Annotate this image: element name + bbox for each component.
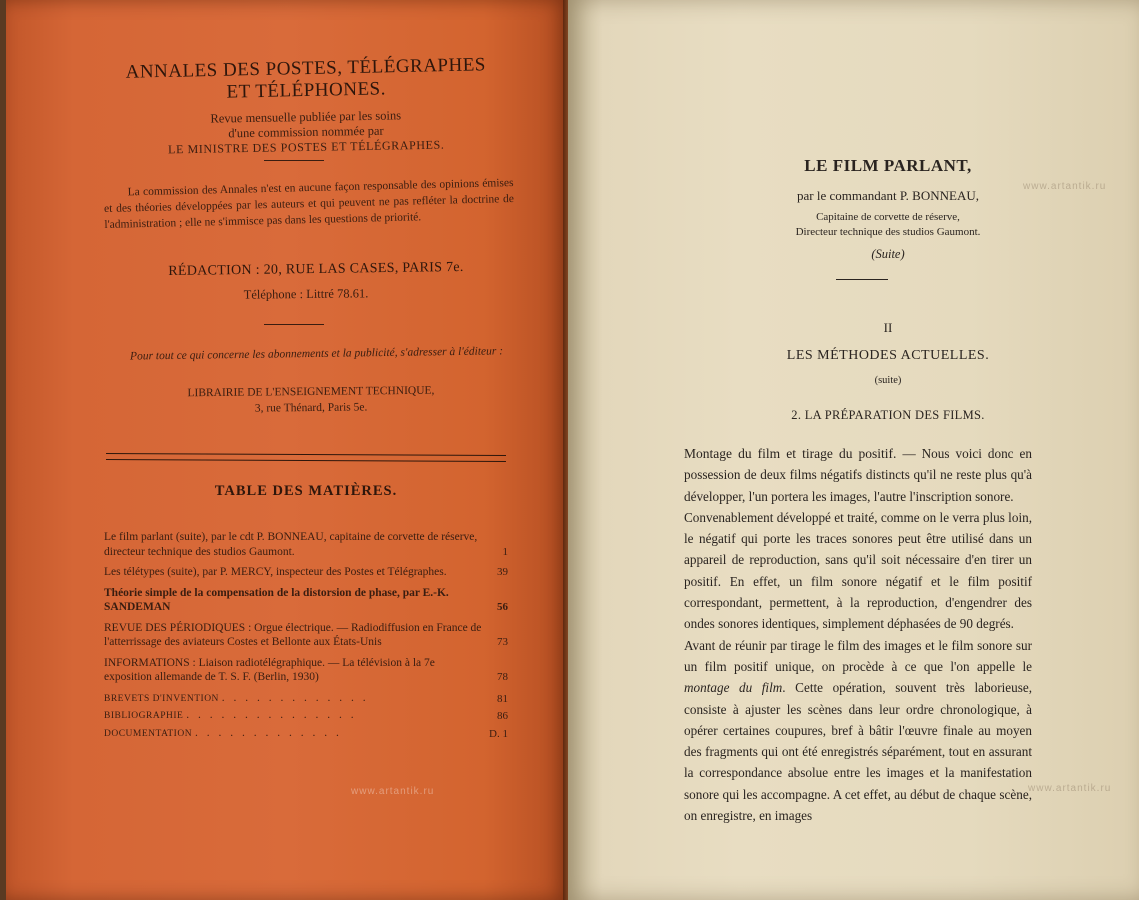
leader-dots: . . . . . . . . . . . . .	[194, 726, 342, 739]
toc-entry-text: INFORMATIONS : Liaison radiotélégraphique. — La télévision à la 7e exposition allemande de T. S. F. (Berlin, 1930)	[104, 656, 435, 683]
section-suite-label: (suite)	[874, 375, 902, 386]
article-title: LE FILM PARLANT,	[804, 156, 972, 175]
toc-entry-page: 81	[497, 692, 508, 705]
paragraph-text: — Nous voici donc en possession de deux films négatifs distincts qu'il ne reste plus qu'à développer, l'un portera les images, l'autre l'inscription sonore.	[684, 446, 1032, 504]
double-divider	[106, 453, 506, 462]
abonnements-note: Pour tout ce qui concerne les abonnements et la publicité, s'adresser à l'éditeur :	[129, 345, 504, 363]
toc-entry-page: 86	[497, 710, 508, 722]
toc-title: TABLE DES MATIÈRES.	[214, 483, 398, 499]
toc-entry-text: DOCUMENTATION	[104, 728, 193, 739]
leader-dots: . . . . . . . . . . . . . . .	[186, 709, 357, 721]
toc-entry-page: 73	[497, 636, 508, 648]
toc-entry-text: BIBLIOGRAPHIE	[104, 711, 184, 721]
telephone-number: Téléphone : Littré 78.61.	[243, 286, 369, 302]
toc-entry	[104, 691, 508, 707]
journal-title-line-2: ET TÉLÉPHONES.	[226, 78, 387, 103]
publisher-name: LIBRAIRIE DE L'ENSEIGNEMENT TECHNIQUE,	[187, 384, 435, 400]
subtitle-line-1: Revue mensuelle publiée par les soins	[210, 108, 402, 126]
toc-entry-text: BREVETS D'INVENTION	[104, 693, 219, 704]
watermark-text: www.artantik.ru	[1028, 783, 1112, 794]
table-of-contents	[104, 530, 508, 743]
toc-entry	[104, 530, 508, 559]
divider	[836, 279, 888, 280]
paragraph-text: . Cette opération, souvent très laborieuse, consiste à ajuster les scènes dans leur ordre chronologique, à opérer certaines coupures, bref à bâtir l'œuvre finale au moyen des fragments qui ont été enregistrés séparément, tout en assurant la correspondance absolue entre les images et la manifestation sonore qui les accompagne. A cet effet, au début de chaque scène, on enregistre, en images	[684, 680, 1033, 824]
section-title: LES MÉTHODES ACTUELLES.	[786, 348, 990, 363]
toc-entry-page: 1	[502, 545, 508, 558]
suite-label: (Suite)	[871, 247, 905, 261]
toc-entry	[104, 726, 508, 742]
subtitle-line-2: d'une commission nommée par	[228, 123, 384, 141]
paragraph	[684, 507, 1032, 635]
toc-entry-page: 56	[497, 601, 508, 613]
paragraph-lead: Montage du film et tirage du positif.	[684, 446, 897, 461]
ministre-line: LE MINISTRE DES POSTES ET TÉLÉGRAPHES.	[167, 137, 445, 157]
paragraph	[684, 443, 1032, 507]
section-number: II	[883, 320, 893, 335]
paragraph	[684, 635, 1032, 827]
leader-dots: . . . . . . . . . . . . .	[221, 691, 369, 704]
toc-entry-page: 39	[497, 566, 508, 578]
redaction-address: RÉDACTION : 20, RUE LAS CASES, PARIS 7e.	[168, 259, 464, 280]
author-role-2: Directeur technique des studios Gaumont.	[795, 226, 981, 238]
watermark-text: www.artantik.ru	[1023, 181, 1107, 192]
cover-page	[6, 0, 568, 900]
emphasis-text: montage du film	[684, 680, 783, 696]
toc-entry-text: Les télétypes (suite), par P. MERCY, inspecteur des Postes et Télégraphes.	[104, 566, 447, 578]
journal-subtitle	[126, 107, 487, 158]
author-byline: par le commandant P. BONNEAU,	[797, 188, 979, 203]
subsection-title: 2. LA PRÉPARATION DES FILMS.	[791, 408, 985, 422]
paragraph-text: Convenablement développé et traité, comme on le verra plus loin, le négatif qui porte les traces sonores peut être utilisé dans un appareil de reproduction, sans qu'il soit nécessaire d'en tirer un positif. En effet, un film sonore négatif et le film positif correspondant, permettent, à la reproduction, d'engendrer des ondes sonores identiques, simplement déphasées de 90 degrés.	[684, 509, 1032, 632]
paragraph-text: Avant de réunir par tirage le film des images et le film sonore sur un film positif unique, on procède à ce que l'on appelle le	[684, 637, 1032, 674]
toc-entry	[104, 708, 508, 724]
watermark-text: www.artantik.ru	[351, 786, 435, 797]
divider	[264, 160, 324, 161]
toc-entry	[104, 586, 508, 615]
journal-title	[106, 54, 507, 106]
publisher-address	[146, 382, 476, 417]
toc-entry-page: D. 1	[489, 727, 508, 740]
publisher-street: 3, rue Thénard, Paris 5e.	[254, 401, 368, 415]
journal-title-line-1: ANNALES DES POSTES, TÉLÉGRAPHES	[125, 54, 487, 83]
toc-entry-page: 78	[497, 671, 508, 683]
author-role-1: Capitaine de corvette de réserve,	[816, 211, 960, 223]
toc-entry	[104, 621, 508, 650]
article-body	[684, 443, 1032, 826]
toc-entry	[104, 656, 508, 685]
toc-entry-text: REVUE DES PÉRIODIQUES : Orgue électrique. — Radiodiffusion en France de l'atterrissage des aviateurs Costes et Bellonte aux États-Unis	[104, 621, 482, 648]
toc-entry-text: Le film parlant (suite), par le cdt P. BONNEAU, capitaine de corvette de réserve, directeur technique des studios Gaumont.	[104, 531, 478, 558]
toc-entry	[104, 565, 508, 580]
divider	[264, 324, 324, 325]
toc-entry-text: Théorie simple de la compensation de la distorsion de phase, par E.-K. SANDEMAN	[104, 586, 449, 613]
disclaimer-text: La commission des Annales n'est en aucune façon responsable des opinions émises et des théories développées par les auteurs et qui peuvent ne pas refléter la doctrine de l'administration ; elle ne s'immisce pas dans les questions de priorité.	[103, 176, 515, 232]
article-page	[568, 0, 1139, 900]
